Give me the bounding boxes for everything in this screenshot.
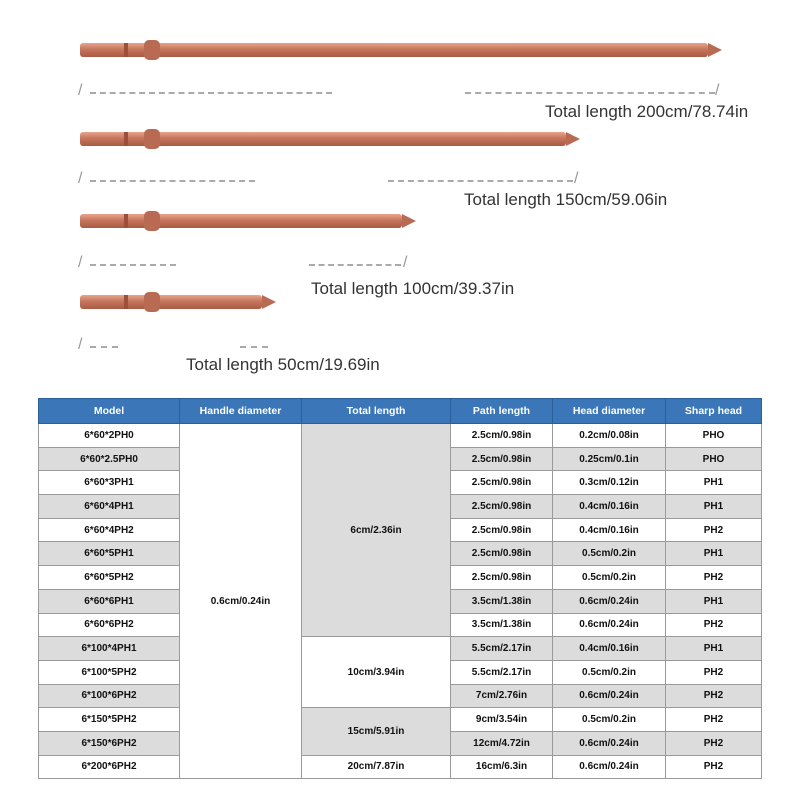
slash: / [78,336,83,353]
sharp-head-cell: PH2 [666,566,762,590]
dash-line [465,92,715,94]
path-length-cell: 5.5cm/2.17in [451,637,553,661]
bit-150 [80,132,566,146]
slash: / [715,82,720,99]
model-cell: 6*200*6PH2 [39,755,180,779]
col-path: Path length [451,399,553,424]
model-cell: 6*60*6PH1 [39,589,180,613]
total-length-cell: 6cm/2.36in [302,424,451,637]
col-handle: Handle diameter [180,399,302,424]
length-label: Total length 200cm/78.74in [545,102,749,121]
sharp-head-cell: PH1 [666,542,762,566]
model-cell: 6*60*5PH2 [39,566,180,590]
head-diameter-cell: 0.3cm/0.12in [553,471,666,495]
bit-100 [80,214,402,228]
head-diameter-cell: 0.6cm/0.24in [553,731,666,755]
model-cell: 6*60*5PH1 [39,542,180,566]
head-diameter-cell: 0.4cm/0.16in [553,495,666,519]
path-length-cell: 2.5cm/0.98in [451,424,553,448]
bit-200 [80,43,708,57]
sharp-head-cell: PH2 [666,518,762,542]
dash-line [309,264,401,266]
total-length-cell: 15cm/5.91in [302,708,451,755]
dash-line [90,180,255,182]
length-label: Total length 100cm/39.37in [311,279,515,298]
col-model: Model [39,399,180,424]
sharp-head-cell: PH1 [666,471,762,495]
col-sharp: Sharp head [666,399,762,424]
sharp-head-cell: PH1 [666,495,762,519]
dash-line [388,180,573,182]
slash: / [403,254,408,271]
head-diameter-cell: 0.5cm/0.2in [553,708,666,732]
sharp-head-cell: PH2 [666,613,762,637]
sharp-head-cell: PH1 [666,637,762,661]
model-cell: 6*60*4PH1 [39,495,180,519]
model-cell: 6*60*2.5PH0 [39,447,180,471]
head-diameter-cell: 0.6cm/0.24in [553,684,666,708]
total-length-cell: 10cm/3.94in [302,637,451,708]
length-label: Total length 150cm/59.06in [464,190,668,209]
path-length-cell: 2.5cm/0.98in [451,542,553,566]
total-length-cell: 20cm/7.87in [302,755,451,779]
model-cell: 6*60*3PH1 [39,471,180,495]
model-cell: 6*60*4PH2 [39,518,180,542]
sharp-head-cell: PH2 [666,731,762,755]
path-length-cell: 9cm/3.54in [451,708,553,732]
path-length-cell: 12cm/4.72in [451,731,553,755]
model-cell: 6*150*6PH2 [39,731,180,755]
head-diameter-cell: 0.6cm/0.24in [553,613,666,637]
slash: / [78,82,83,99]
table-row [39,755,762,779]
col-head: Head diameter [553,399,666,424]
model-cell: 6*150*5PH2 [39,708,180,732]
table-header [39,399,762,424]
head-diameter-cell: 0.5cm/0.2in [553,566,666,590]
path-length-cell: 3.5cm/1.38in [451,589,553,613]
slash: / [78,254,83,271]
slash: / [574,170,579,187]
path-length-cell: 2.5cm/0.98in [451,566,553,590]
slash: / [78,170,83,187]
head-diameter-cell: 0.6cm/0.24in [553,589,666,613]
length-label: Total length 50cm/19.69in [186,355,380,374]
sharp-head-cell: PH2 [666,755,762,779]
head-diameter-cell: 0.4cm/0.16in [553,518,666,542]
path-length-cell: 2.5cm/0.98in [451,518,553,542]
model-cell: 6*60*2PH0 [39,424,180,448]
path-length-cell: 2.5cm/0.98in [451,495,553,519]
sharp-head-cell: PHO [666,447,762,471]
path-length-cell: 5.5cm/2.17in [451,660,553,684]
path-length-cell: 16cm/6.3in [451,755,553,779]
sharp-head-cell: PH2 [666,708,762,732]
spec-table [38,398,762,779]
path-length-cell: 2.5cm/0.98in [451,447,553,471]
dash-line [90,346,118,348]
model-cell: 6*60*6PH2 [39,613,180,637]
dash-line [240,346,268,348]
sharp-head-cell: PH2 [666,660,762,684]
dash-line [90,264,176,266]
table-row [39,637,762,661]
path-length-cell: 7cm/2.76in [451,684,553,708]
model-cell: 6*100*4PH1 [39,637,180,661]
table-row [39,708,762,732]
col-total: Total length [302,399,451,424]
model-cell: 6*100*5PH2 [39,660,180,684]
sharp-head-cell: PH2 [666,684,762,708]
path-length-cell: 2.5cm/0.98in [451,471,553,495]
head-diameter-cell: 0.6cm/0.24in [553,755,666,779]
table-row [39,424,762,448]
bit-50 [80,295,262,309]
head-diameter-cell: 0.2cm/0.08in [553,424,666,448]
head-diameter-cell: 0.5cm/0.2in [553,660,666,684]
head-diameter-cell: 0.5cm/0.2in [553,542,666,566]
model-cell: 6*100*6PH2 [39,684,180,708]
head-diameter-cell: 0.4cm/0.16in [553,637,666,661]
path-length-cell: 3.5cm/1.38in [451,613,553,637]
sharp-head-cell: PH1 [666,589,762,613]
head-diameter-cell: 0.25cm/0.1in [553,447,666,471]
handle-diameter-cell: 0.6cm/0.24in [180,424,302,779]
dash-line [90,92,332,94]
sharp-head-cell: PHO [666,424,762,448]
